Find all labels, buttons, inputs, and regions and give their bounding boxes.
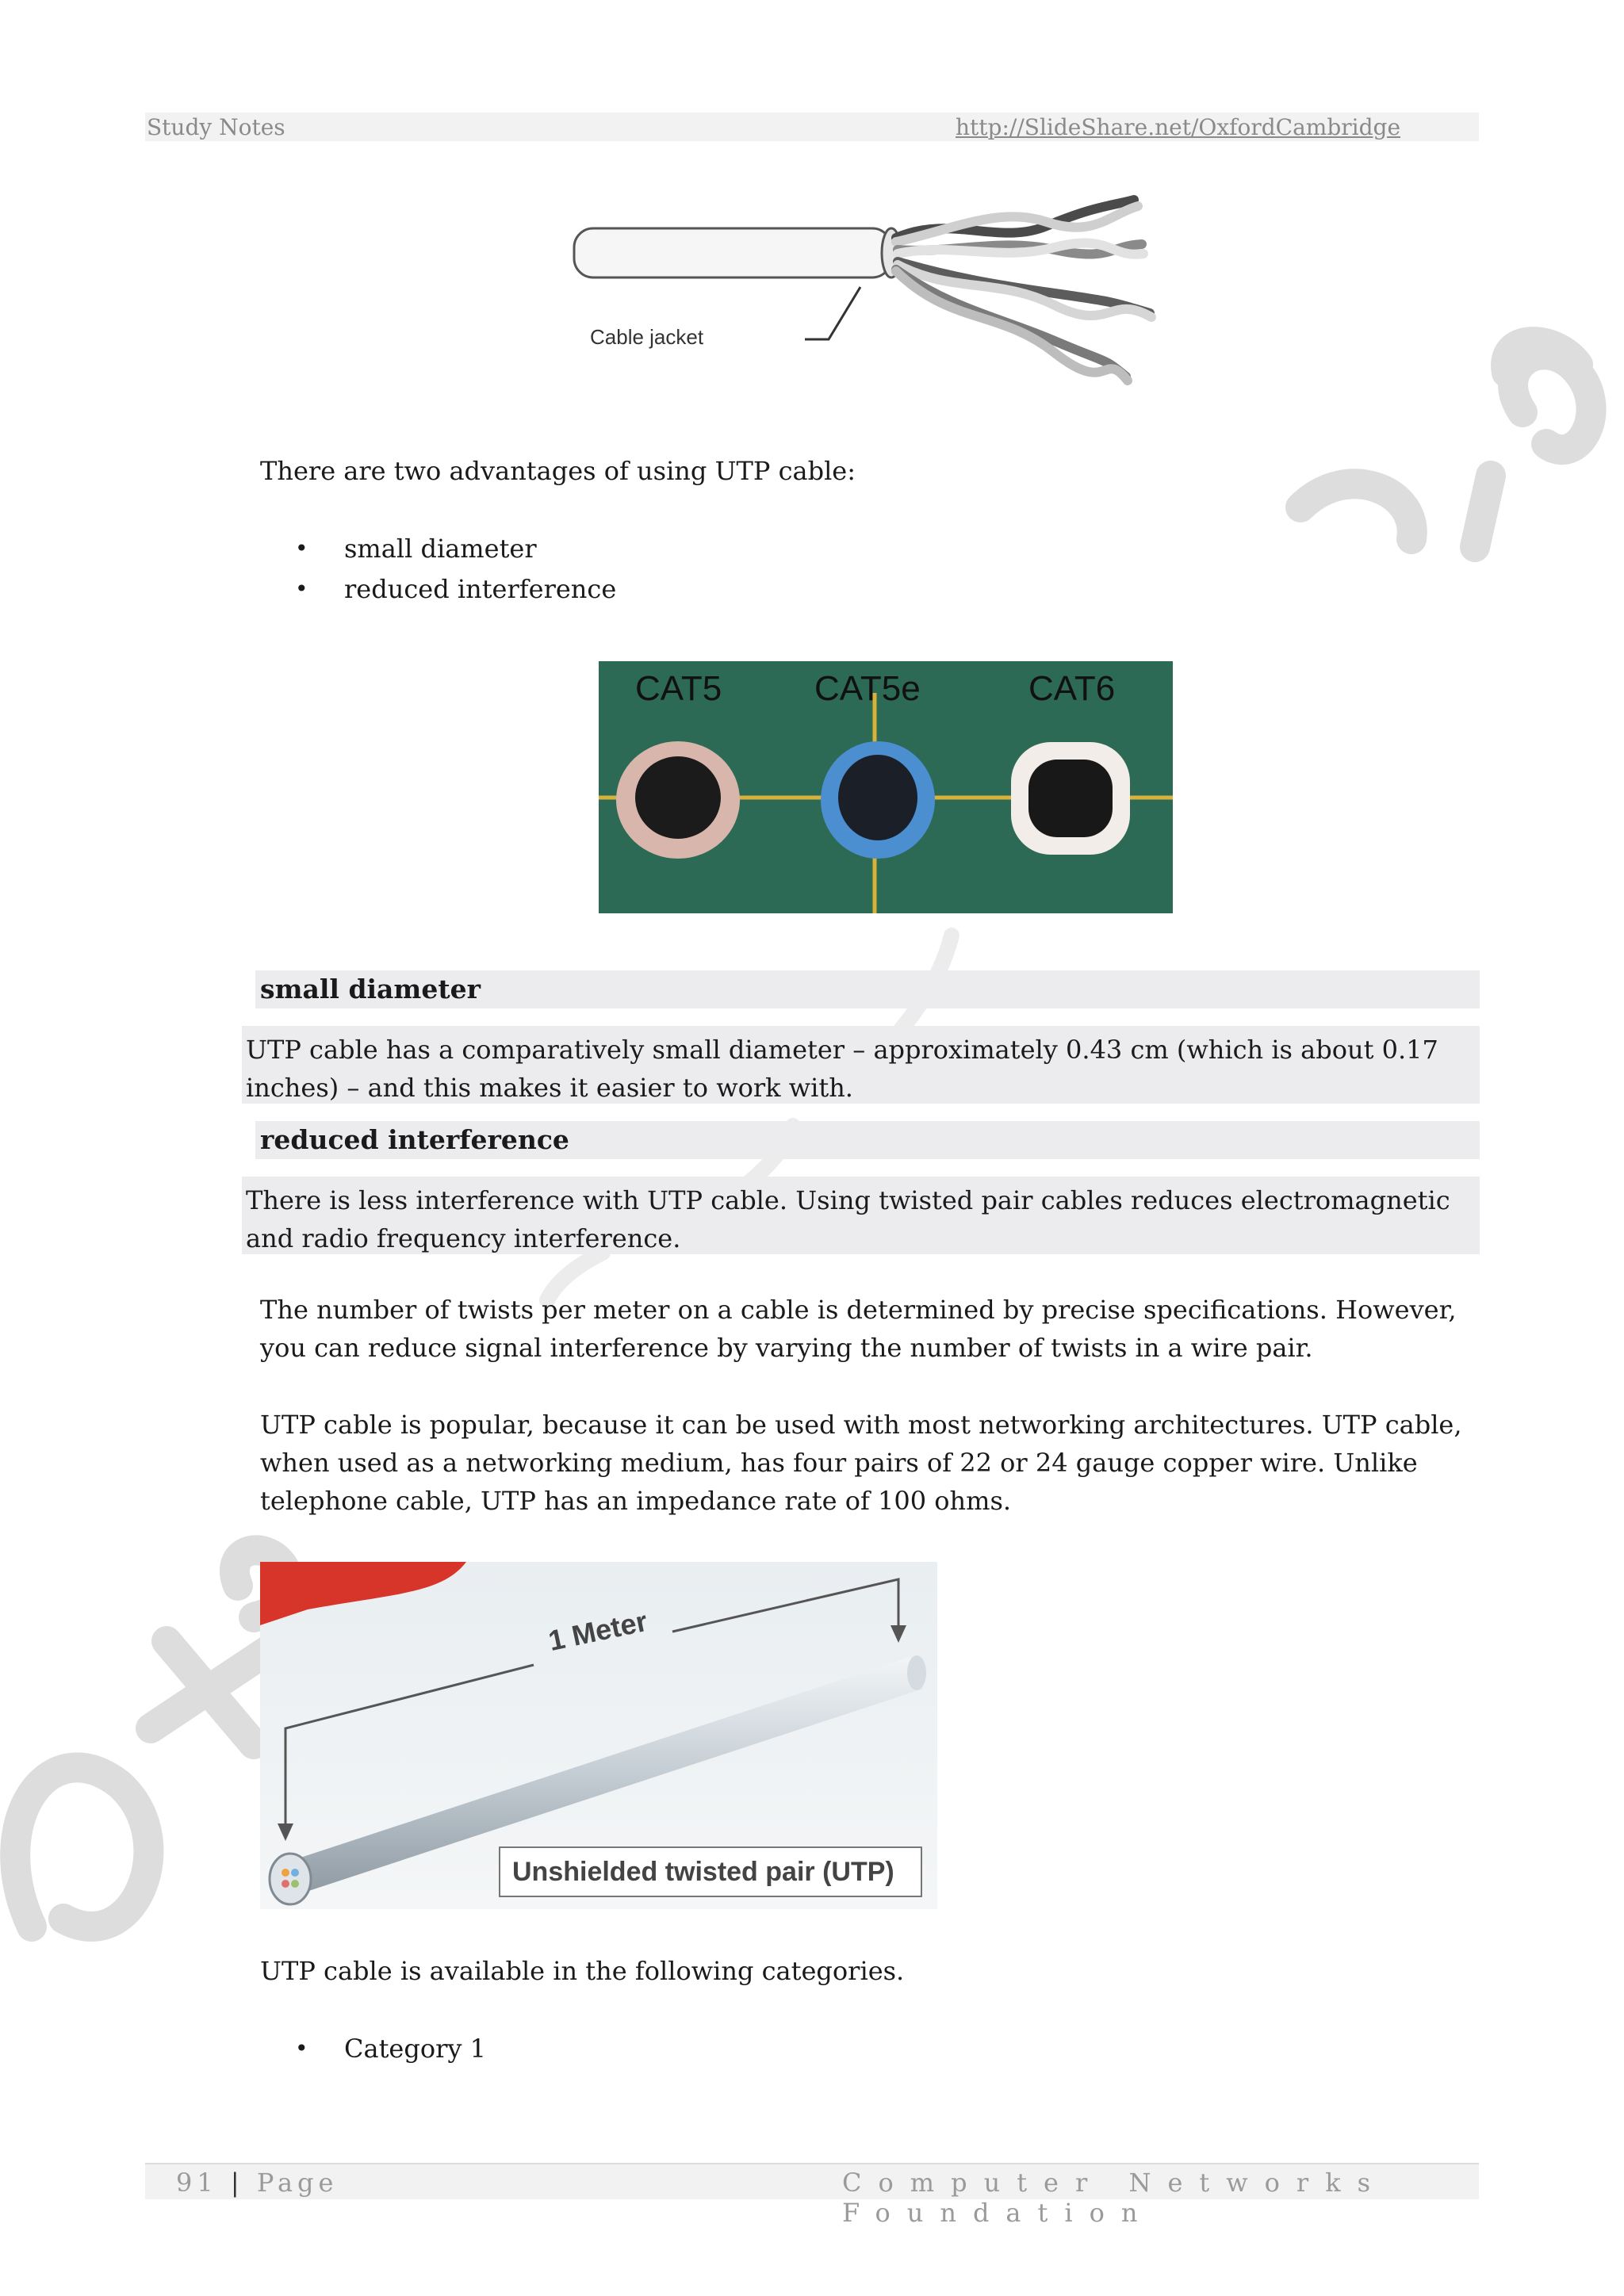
bullet-icon: •	[295, 535, 308, 561]
utp-cable-figure	[260, 1562, 937, 1909]
intro-text: There are two advantages of using UTP cable:	[260, 456, 856, 486]
section-heading: small diameter	[260, 974, 481, 1004]
body-paragraph: The number of twists per meter on a cable is determined by precise specifications. However, you can reduce signal interference by varying the number of twists in a wire pair.	[260, 1295, 1457, 1363]
measure-label: 1 Meter	[546, 1604, 650, 1658]
bullet-icon: •	[295, 576, 308, 602]
cable-categories-photo	[599, 661, 1173, 913]
page-number-label	[176, 2168, 338, 2198]
page-separator: |	[230, 2168, 244, 2198]
footer-title: Computer Networks Foundation	[842, 2168, 1388, 2228]
page-number: 91	[176, 2168, 218, 2198]
categories-intro: UTP cable is available in the following categories.	[260, 1956, 905, 1986]
page-word: Page	[256, 2168, 339, 2198]
category-label: CAT5	[635, 669, 722, 708]
category-label: CAT5e	[814, 669, 921, 708]
list-item: reduced interference	[344, 574, 617, 604]
figure-caption: Unshielded twisted pair (UTP)	[512, 1857, 894, 1887]
section-heading: reduced interference	[260, 1124, 569, 1155]
category-label: CAT6	[1028, 669, 1116, 708]
cable-jacket-figure	[555, 182, 1174, 396]
body-paragraph: UTP cable is popular, because it can be used with most networking architectures. UTP cable, when used as a networking medium, has four pairs of 22 or 24 gauge copper wire. Unlike telephone cable, UTP has an impedance rate of 100 ohms.	[260, 1410, 1462, 1516]
header-title: Study Notes	[147, 114, 285, 140]
section-text: There is less interference with UTP cable. Using twisted pair cables reduces electromagnetic and radio frequency interference.	[246, 1185, 1450, 1253]
list-item: Category 1	[344, 2034, 487, 2064]
header-link[interactable]: http://SlideShare.net/OxfordCambridge	[956, 114, 1401, 140]
list-item: small diameter	[344, 534, 537, 564]
section-text: UTP cable has a comparatively small diameter – approximately 0.43 cm (which is about 0.17 inches) – and this makes it easier to work with.	[246, 1035, 1438, 1103]
bullet-icon: •	[295, 2035, 308, 2061]
figure-caption: Cable jacket	[590, 325, 704, 349]
